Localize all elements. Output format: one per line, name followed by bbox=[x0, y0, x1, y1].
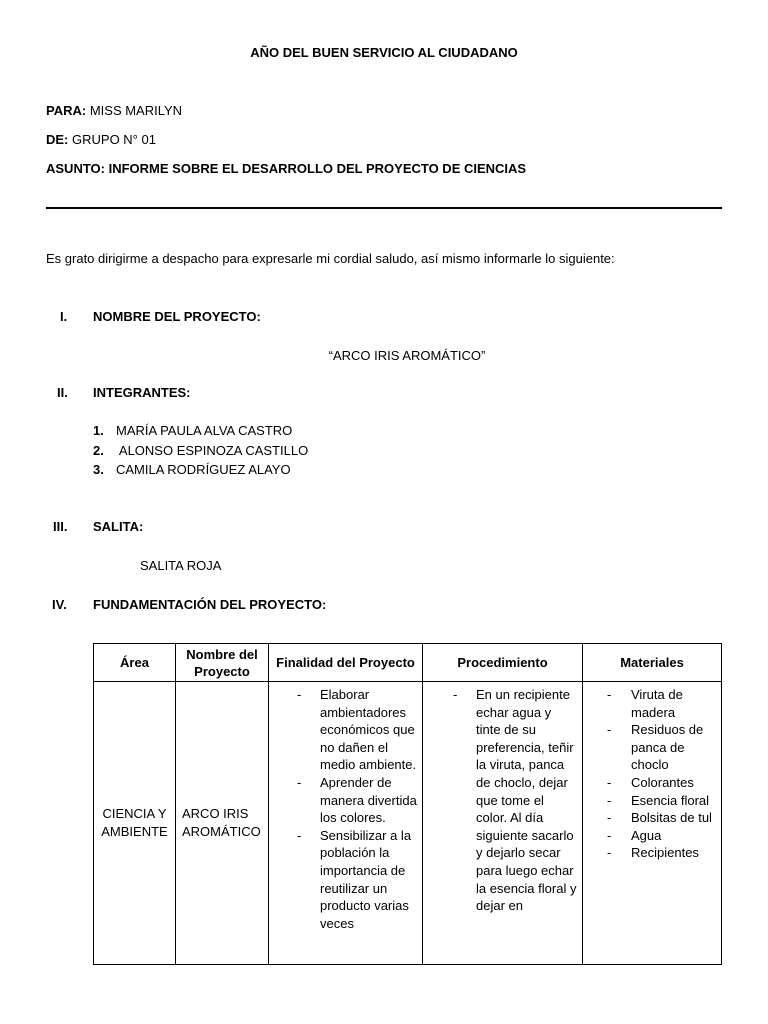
procedimiento-list bbox=[423, 682, 582, 915]
cell-finalidad bbox=[269, 682, 423, 965]
para-line bbox=[46, 103, 182, 118]
list-item: - Agua bbox=[607, 827, 662, 843]
section-1-number: I. bbox=[60, 309, 68, 324]
section-4-number: IV. bbox=[52, 597, 67, 612]
header-materiales: Materiales bbox=[583, 644, 722, 682]
salita-value: SALITA ROJA bbox=[140, 558, 222, 573]
list-item: - Aprender de manera divertida los colores. bbox=[297, 774, 417, 826]
header-finalidad: Finalidad del Proyecto bbox=[269, 644, 423, 682]
asunto-label: ASUNTO: bbox=[46, 161, 105, 176]
table-row bbox=[94, 682, 722, 965]
header-nombre: Nombre del Proyecto bbox=[176, 644, 269, 682]
horizontal-divider bbox=[46, 207, 722, 209]
de-label: DE: bbox=[46, 132, 69, 147]
list-item: - Viruta de madera bbox=[607, 687, 683, 720]
cell-materiales bbox=[583, 682, 722, 965]
member-number: 1. bbox=[93, 423, 104, 438]
member-name: CAMILA RODRÍGUEZ ALAYO bbox=[116, 462, 291, 477]
materiales-list bbox=[583, 682, 721, 862]
list-item: - En un recipiente echar agua y tinte de su preferencia, teñir la viruta, panca de choclo, dejar que tome el color. Al día siguiente sacarlo y dejarlo secar para luego echar la esencia floral y dejar en bbox=[453, 687, 577, 914]
fundamentacion-table bbox=[93, 643, 722, 965]
list-item: - Residuos de panca de choclo bbox=[607, 722, 704, 773]
header-procedimiento: Procedimiento bbox=[423, 644, 583, 682]
section-3-number: III. bbox=[53, 519, 68, 534]
cell-nombre: ARCO IRIS AROMÁTICO bbox=[176, 682, 269, 965]
de-line bbox=[46, 132, 156, 147]
para-label: PARA: bbox=[46, 103, 87, 118]
cell-procedimiento bbox=[423, 682, 583, 965]
table-header-row bbox=[94, 644, 722, 682]
de-value: GRUPO N° 01 bbox=[72, 132, 156, 147]
list-item: - Sensibilizar a la población la importancia de reutilizar un producto varias veces bbox=[297, 827, 412, 931]
member-name: MARÍA PAULA ALVA CASTRO bbox=[116, 423, 293, 438]
list-item: - Elaborar ambientadores económicos que no dañen el medio ambiente. bbox=[297, 687, 417, 773]
intro-paragraph: Es grato dirigirme a despacho para expresarle mi cordial saludo, así mismo informarle lo siguiente: bbox=[46, 251, 615, 266]
asunto-value: INFORME SOBRE EL DESARROLLO DEL PROYECTO DE CIENCIAS bbox=[108, 161, 527, 176]
asunto-line bbox=[46, 161, 526, 176]
member-number: 2. bbox=[93, 443, 104, 458]
cell-area: CIENCIA Y AMBIENTE bbox=[94, 682, 176, 965]
list-item: - Recipientes bbox=[607, 845, 699, 861]
section-4-title: FUNDAMENTACIÓN DEL PROYECTO: bbox=[93, 597, 327, 612]
member-item bbox=[93, 423, 292, 438]
section-1-title: NOMBRE DEL PROYECTO: bbox=[93, 309, 261, 324]
section-2-number: II. bbox=[57, 385, 68, 400]
list-item: - Bolsitas de tul bbox=[607, 810, 712, 826]
member-item bbox=[93, 462, 291, 477]
section-3-title: SALITA: bbox=[93, 519, 144, 534]
document-title: AÑO DEL BUEN SERVICIO AL CIUDADANO bbox=[250, 45, 518, 60]
list-item: - Esencia floral bbox=[607, 792, 710, 808]
para-value: MISS MARILYN bbox=[89, 103, 183, 118]
member-number: 3. bbox=[93, 462, 104, 477]
list-item: - Colorantes bbox=[607, 774, 694, 790]
member-item bbox=[93, 443, 308, 458]
header-area: Área bbox=[94, 644, 176, 682]
section-2-title: INTEGRANTES: bbox=[93, 385, 191, 400]
finalidad-list bbox=[269, 682, 422, 932]
project-name: “ARCO IRIS AROMÁTICO” bbox=[328, 348, 486, 363]
member-name: ALONSO ESPINOZA CASTILLO bbox=[116, 443, 309, 458]
